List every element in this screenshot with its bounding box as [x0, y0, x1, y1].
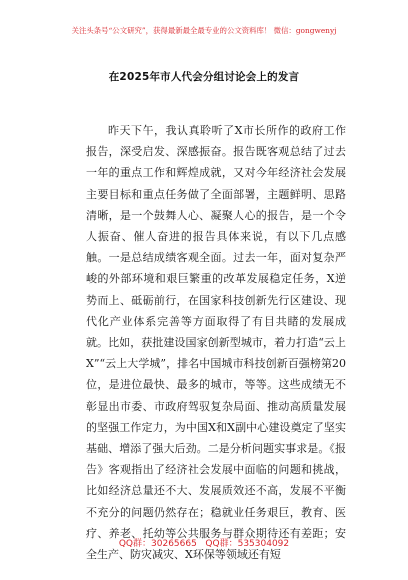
document-body-paragraph: 昨天下午，我认真聆听了X市长所作的政府工作报告，深受启发、深感振奋。报告既客观总结了过去一年的重点工作和辉煌成就，又对今年经济社会发展主要目标和重点任务做了全面部署，主题鲜明、思路清晰，是一个鼓舞人心、凝聚人心的报告，是一个令人振奋、催人奋进的报告具体来说，有以下几点感触。一是总结成绩客观全面。过去一年，面对复杂严峻的外部环境和艰巨繁重的改革发展稳定任务，X逆势而上、砥砺前行，在国家科技创新先行区建设、现代化产业体系完善等方面取得了有目共睹的发展成就。比如，获批建设国家创新型城市，着力打造“云上X”“云上大学城”，排名中国城市科技创新百强榜第20位，是进位最快、最多的城市，等等。这些成绩无不彰显出市委、市政府驾驭复杂局面、推动高质量发展的坚强工作定力，为中国X和X副中心建设奠定了坚实基础、增添了强大后劲。二是分析问题实事求是。《报告》客观指出了经济社会发展中面临的问题和挑战，比如经济总量还不大、发展质效还不高，发展不平衡不充分的问题仍然存在；稳就业任务艰巨，教育、医疗、养老、托幼等公共服务与群众期待还有差距；安全生产、防灾减灾、X环保等领域还有短	[86, 124, 346, 562]
document-title: 在2025年市人代会分组讨论会上的发言	[108, 71, 300, 83]
qq-group-number-2: 535304092	[237, 539, 290, 549]
footer-qq-groups	[0, 536, 408, 549]
qq-group-label-1: QQ群：	[118, 539, 152, 549]
promo-banner: 关注头条号“公文研究”，获得最新最全最专业的公文资料库！ 微信：gongwenyj	[71, 26, 337, 35]
qq-group-label-2: QQ群：	[205, 539, 238, 549]
qq-group-number-1: 30265665	[151, 539, 197, 549]
